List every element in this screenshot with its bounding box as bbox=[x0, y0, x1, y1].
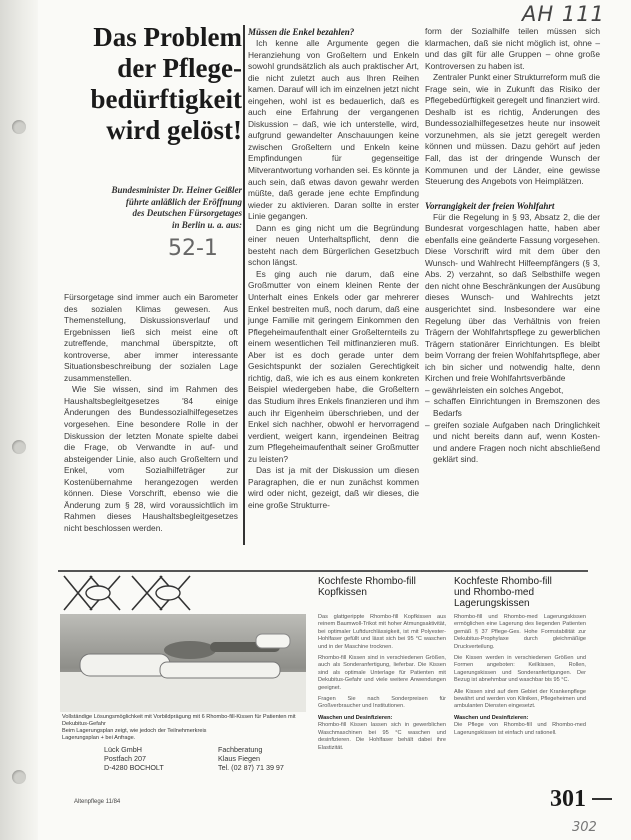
paragraph: Für die Regelung in § 93, Absatz 2, die der Bundesrat vorgeschlagen hatte, haben aber ebenfalls eine geänderte Fassung vorgesehen. Diese Vorschrift wird mit dem über den Wunsch- und Wahlrecht Hilfeempfängers (§ 3, Abs. 2) verzahnt, so daß Selbsthilfe wegen den nicht ohne Beschränkungen der Ausübung dieses Wunsch- und Wahlrechts jetzt ausgerichtet sind. Insbesondere war eine Regelung über das Verhältnis von freien Trägern der Wohlfahrtspflege zu gewerblichen Trägern stationärer Einrichtungen. Es bleibt beim Vorrang der freien Wohlfahrtspflege, aber ich bin sicher und notwendig halte, denn Kirchen und freie Wohlfahrtsverbände bbox=[425, 211, 600, 384]
punch-hole bbox=[12, 440, 26, 454]
contact-line: Fachberatung bbox=[218, 745, 263, 754]
column-divider bbox=[243, 25, 245, 545]
list-item: – greifen soziale Aufgaben nach Dringlichkeit und nicht bereits dann auf, wenn Kosten- und andere Fragen noch nicht abschließend geklärt sind. bbox=[425, 420, 600, 466]
article-title bbox=[62, 22, 242, 146]
section-heading: Müssen die Enkel bezahlen? bbox=[248, 27, 355, 37]
patient-bed-photo bbox=[60, 614, 306, 712]
ad-paragraph: Die Pflege von Rhombo-fill und Rhombo-med Lagerungskissen ist einfach und rationell. bbox=[454, 722, 586, 736]
handwritten-file-code: AH 111 bbox=[522, 2, 605, 26]
title-line: Das Problem bbox=[93, 22, 242, 52]
rhombo-logo-icon bbox=[58, 572, 206, 614]
photo-caption bbox=[62, 714, 312, 742]
subtitle-line: in Berlin u. a. aus: bbox=[171, 219, 242, 230]
ad-paragraph: Fragen Sie nach Sonderpreisen für Großverbraucher und Institutionen. bbox=[318, 696, 446, 710]
product-2-text bbox=[454, 614, 586, 741]
issue-label: Altenpflege 11/84 bbox=[74, 799, 121, 805]
page-number: 301 bbox=[550, 786, 586, 812]
ad-paragraph: Rhombo-fill Kissen sind in verschiedenen Größen, auch als Sonderanfertigung, lieferbar. Die Kissen sind als optimale Unterlage für Patienten mit Dekubitus-Gefahr und viele weitere Anwendungen geeignet. bbox=[318, 655, 446, 691]
paragraph: Zentraler Punkt einer Strukturreform muß die Frage sein, wie in Zukunft das Risiko der Pflegebedürftigkeit geregelt und finanziert wird. Deshalb ist es richtig, Änderungen des Bundessozialhilfegesetzes heute nur insoweit vorzunehmen, als sie jetzt geregelt werden können und müssen. Dazu gehört auf jeden Fall, das ist der dringende Wunsch der Kommunen und der Länder, eine gewisse Steuerung des Angebots von Heimplätzen. bbox=[425, 72, 600, 187]
address-line: Lück GmbH bbox=[104, 745, 142, 754]
product-1-text bbox=[318, 614, 446, 756]
ad-paragraph: Rhombo-fill und Rhombo-med Lagerungskissen ermöglichen eine Lagerung des liegenden Patienten gemäß § 37 Pflege-Ges. Hohe Formstabilität zur Dekubitus-Prophylaxe durch gleichmäßige Druckverteilung. bbox=[454, 614, 586, 650]
page-number-dash bbox=[592, 798, 612, 800]
paragraph: Das ist ja mit der Diskussion um diesen Paragraphen, die er nun zunächst kommen wird oder nicht, gezeigt, daß wir dieses, die eine große Strukturre- bbox=[248, 465, 419, 510]
title-line: Lagerungskissen bbox=[454, 598, 530, 609]
paragraph: Es ging auch nie darum, daß eine Großmutter von einem kleinen Rente der Unterhalt eines Enkels oder gar mehrerer Enkel bestreiten muß, noch darum, daß eine junge Familie mit geringem Einkommen den Pflegeheimaufenthalt einer Großelternteils zu einem wesentlichen Teil mitfinanzieren muß. Aber ist es doch gerade unter dem Gesichtspunkt der sozialen Gerechtigkeit richtig, daß, wie ich es aus einem konkreten Beispiel wiedergeben habe, die Großeltern das Studium ihres Enkels finanzieren und ihm auch ihr Eigenheim überschrieben, und der Enkel sich nachher, obwohl er hervorragend verdient, weigert kann, irgendeinen Beitrag zum Pflegeheimaufenthalt seiner Großmutter zu leisten? bbox=[248, 268, 419, 464]
title-line: Kochfeste Rhombo-fill bbox=[454, 576, 552, 587]
caption-line: Vollständige Lösungsmöglichkeit mit Vorbildprägung mit 6 Rhombo-fill-Kissen für Patienten mit Dekubitus-Gefahr bbox=[62, 714, 296, 727]
product-2-title bbox=[454, 576, 594, 609]
bullet-list bbox=[425, 385, 600, 466]
ad-subheading: Waschen und Desinfizieren: bbox=[454, 714, 529, 721]
title-line: und Rhombo-med bbox=[454, 587, 535, 598]
subtitle-line: führte anläßlich der Eröffnung bbox=[125, 196, 242, 207]
paragraph: Ich kenne alle Argumente gegen die Heranziehung von Großeltern und Enkeln sowohl grundsätzlich als auch praktischer Art, die nicht zuletzt auch aus Ihren Reihen kamen. Darauf will ich im einzelnen jetzt nicht eingehen, wohl ist es bedauerlich, daß es auch eine Erfahrung der vergangenen Diskussion – daß, wie ich unterstelle, wird, aufgrund gewandelter Anschauungen keine zwischen Großeltern und Enkeln keine Empfindungen für gegenseitige Mitverantwortung vorhanden sei. Es könnte ja auch sein, daß etwas davon gewahr werden müßte, daß gerade jene echte Empfindung wieder zu aktivieren. Daran sollte in erster Linie gegangen. bbox=[248, 38, 419, 222]
punch-hole bbox=[12, 120, 26, 134]
handwritten-margin-mark: 52-1 bbox=[168, 236, 218, 261]
title-line: bedürftigkeit bbox=[90, 84, 242, 114]
contact-line: Klaus Fiegen bbox=[218, 754, 260, 763]
sales-contact bbox=[218, 745, 284, 772]
paragraph: Wie Sie wissen, sind im Rahmen des Haushaltsbegleitgesetzes '84 einige Änderungen des Bundessozialhilfegesetzes vorgesehen. Eine besondere Rolle in der Diskussion der letzten Monate spielte dabei die Frage, ob Verwandte in auf- und absteigender Linie, also auch Großeltern und Enkel, vom Sozialhilfeträger zur Kostenübernahme herangezogen werden können. Diese Vorschrift, ebenso wie die Änderung zum § 28, wird voraussichtlich im Rahmen dieses Haushaltsbegleitgesetzes nicht beschlossen werden. bbox=[64, 384, 238, 533]
article-subtitle bbox=[62, 185, 242, 231]
column-2 bbox=[248, 26, 419, 511]
ad-subheading: Waschen und Desinfizieren: bbox=[318, 714, 393, 721]
address-line: Postfach 207 bbox=[104, 754, 146, 763]
list-item: – schaffen Einrichtungen in Bremszonen des Bedarfs bbox=[425, 396, 600, 419]
caption-line: Beim Lagerungsplan zeigt, wie jedoch der Teilnehmerkreis bbox=[62, 728, 207, 734]
paragraph: Dann es ging nicht um die Begründung einer neuen Unterhaltspflicht, denn die besteht nach dem Bürgerlichen Gesetzbuch schon längst. bbox=[248, 222, 419, 268]
paragraph: Fürsorgetage sind immer auch ein Barometer des sozialen Klimas gewesen. Aus Themenstellung, Diskussionsverlauf und Ergebnissen ließ sich meist eine oft zutreffende, manchmal überspitzte, oft kontroverse, aber immer interessante Situationsbeschreibung der sozialen Lage zusammenstellen. bbox=[64, 292, 238, 383]
company-address bbox=[104, 745, 164, 772]
section-heading: Vorrangigkeit der freien Wohlfahrt bbox=[425, 200, 555, 211]
column-3 bbox=[425, 26, 600, 466]
title-line: Kopfkissen bbox=[318, 587, 367, 598]
paragraph: form der Sozialhilfe teilen müssen sich klarmachen, daß sie nicht möglich ist, ohne – und das gilt für alle Gruppen – ohne große Kontroversen zu haben ist. bbox=[425, 26, 600, 71]
punch-hole bbox=[12, 770, 26, 784]
contact-line: Tel. (02 87) 71 39 97 bbox=[218, 763, 284, 772]
address-line: D-4280 BOCHOLT bbox=[104, 763, 164, 772]
subtitle-line: des Deutschen Fürsorgetages bbox=[132, 208, 242, 219]
list-item: – gewährleisten ein solches Angebot, bbox=[425, 385, 600, 397]
title-line: der Pflege- bbox=[117, 53, 242, 83]
bed-illustration bbox=[60, 614, 306, 712]
subtitle-line: Bundesminister Dr. Heiner Geißler bbox=[111, 185, 242, 195]
column-1 bbox=[64, 292, 238, 534]
product-1-title bbox=[318, 576, 448, 598]
ad-paragraph: Alle Kissen sind auf dem Gebiet der Krankenpflege bewährt und werden von Kliniken, Pflegeheimen und ambulanten Diensten eingesetzt. bbox=[454, 688, 586, 710]
ad-paragraph: Rhombo-fill Kissen lassen sich in gewerblichen Waschmaschinen bei 95 °C waschen und desinfizieren. Die Hohlfaser behält dabei ihre Elastizität. bbox=[318, 722, 446, 751]
ad-paragraph: Das glattgerippte Rhombo-fill Kopfkissen aus reinem Baumwoll-Trikot mit hoher Atmungsaktivität, bei optimaler Luftdurchlässigkeit, ist mit Polyester-Hohlfaser gefüllt und lässt sich bei 95 °C waschen und in der Maschine trocknen. bbox=[318, 614, 446, 650]
title-line: wird gelöst! bbox=[106, 115, 242, 145]
caption-line: Lagerungsplan + bei Anfrage. bbox=[62, 735, 136, 741]
title-line: Kochfeste Rhombo-fill bbox=[318, 576, 416, 587]
handwritten-page-scribble: 302 bbox=[572, 820, 597, 835]
ad-paragraph: Die Kissen werden in verschiedenen Größen und Formen angeboten: Keilkissen, Rollen, Lagerungskissen und Sonderanfertigungen. Der Bezug ist abnehmbar und waschbar bis 95 °C. bbox=[454, 655, 586, 684]
